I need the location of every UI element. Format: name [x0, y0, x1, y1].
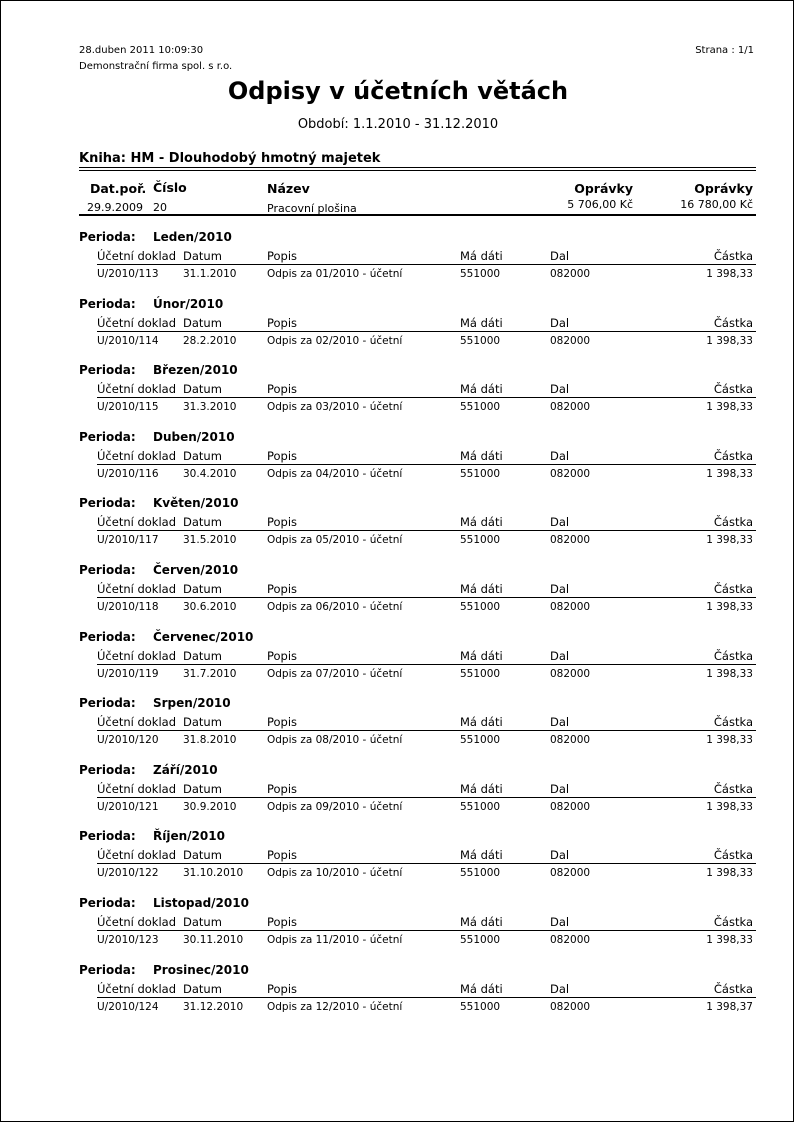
column-header-description: Popis — [267, 582, 298, 596]
entry-credit: 082000 — [550, 667, 591, 680]
column-header-credit: Dal — [550, 848, 570, 863]
column-header-description: Popis — [267, 915, 298, 929]
column-header-divider — [97, 397, 756, 398]
column-header-document: Účetní doklad — [97, 848, 177, 863]
entry-description: Odpis za 03/2010 - účetní — [267, 401, 403, 414]
column-header-credit: Dal — [550, 382, 570, 397]
column-header-document: Účetní doklad — [97, 382, 177, 397]
column-header-debit: Má dáti — [460, 315, 503, 330]
column-header-divider — [97, 331, 756, 332]
entry-credit: 082000 — [550, 534, 591, 547]
entry-debit: 551000 — [460, 734, 501, 747]
entry-date: 30.6.2010 — [183, 601, 237, 613]
asset-date: 29.9.2009 — [87, 201, 143, 214]
column-header-description: Popis — [267, 848, 298, 863]
column-header-divider — [97, 664, 756, 665]
entry-amount: 1 398,33 — [706, 467, 753, 480]
column-header-description: Popis — [267, 781, 298, 796]
column-header-debit: Má dáti — [460, 781, 503, 796]
column-header-document: Účetní doklad — [97, 648, 177, 663]
column-header-credit: Dal — [550, 648, 570, 663]
column-header-debit: Má dáti — [460, 515, 503, 530]
column-header-divider — [97, 530, 756, 531]
entry-amount: 1 398,33 — [706, 401, 753, 414]
period-name: Prosinec/2010 — [153, 962, 249, 977]
period-name: Únor/2010 — [153, 296, 224, 311]
period-name: Duben/2010 — [153, 429, 235, 444]
entry-debit: 551000 — [460, 601, 501, 613]
column-header-credit: Dal — [550, 515, 570, 530]
column-header-credit: Dal — [550, 781, 570, 796]
asset-header-depreciation-2: Oprávky — [694, 181, 753, 196]
entry-document: U/2010/122 — [97, 867, 159, 880]
column-header-amount: Částka — [713, 448, 753, 463]
asset-name: Pracovní plošina — [267, 202, 357, 215]
column-header-divider — [97, 464, 756, 465]
entry-date: 30.9.2010 — [183, 800, 237, 813]
entry-amount: 1 398,33 — [706, 867, 753, 880]
period-name: Březen/2010 — [153, 363, 238, 378]
period-label: Perioda: — [79, 962, 136, 977]
entry-amount: 1 398,33 — [706, 601, 753, 613]
entry-credit: 082000 — [550, 867, 591, 880]
entry-credit: 082000 — [550, 734, 591, 747]
book-divider-bottom — [79, 170, 756, 171]
column-header-debit: Má dáti — [460, 648, 503, 663]
entry-date: 28.2.2010 — [183, 334, 237, 347]
column-header-date: Datum — [183, 582, 222, 596]
column-header-debit: Má dáti — [460, 915, 503, 929]
asset-header-name: Název — [267, 181, 310, 196]
entry-debit: 551000 — [460, 1000, 501, 1013]
entry-date: 31.1.2010 — [183, 268, 237, 280]
entry-credit: 082000 — [550, 401, 591, 414]
column-header-credit: Dal — [550, 249, 570, 263]
column-header-credit: Dal — [550, 582, 570, 596]
entry-amount: 1 398,33 — [706, 734, 753, 747]
period-name: Září/2010 — [153, 762, 218, 777]
column-header-description: Popis — [267, 448, 298, 463]
period-name: Leden/2010 — [153, 230, 232, 244]
period-name: Květen/2010 — [153, 496, 239, 511]
entry-debit: 551000 — [460, 334, 501, 347]
period-name: Červenec/2010 — [153, 629, 254, 644]
column-header-debit: Má dáti — [460, 715, 503, 730]
entry-credit: 082000 — [550, 934, 591, 946]
column-header-divider — [97, 863, 756, 864]
column-header-amount: Částka — [713, 715, 753, 730]
asset-divider — [79, 214, 756, 216]
column-header-date: Datum — [183, 715, 222, 730]
column-header-date: Datum — [183, 648, 222, 663]
period-label: Perioda: — [79, 696, 136, 711]
column-header-date: Datum — [183, 382, 222, 397]
period-label: Perioda: — [79, 296, 136, 311]
column-header-amount: Částka — [713, 382, 753, 397]
asset-header-number: Číslo — [153, 180, 187, 195]
column-header-divider — [97, 264, 756, 265]
entry-credit: 082000 — [550, 601, 591, 613]
entry-credit: 082000 — [550, 268, 591, 280]
entry-description: Odpis za 02/2010 - účetní — [267, 334, 403, 347]
entry-debit: 551000 — [460, 934, 501, 946]
entry-description: Odpis za 04/2010 - účetní — [267, 467, 403, 480]
period-range: Období: 1.1.2010 - 31.12.2010 — [297, 117, 499, 132]
entry-description: Odpis za 11/2010 - účetní — [267, 934, 403, 946]
entry-description: Odpis za 09/2010 - účetní — [267, 800, 403, 813]
report-datetime: 28.duben 2011 10:09:30 — [79, 45, 204, 56]
column-header-divider — [97, 597, 756, 598]
column-header-amount: Částka — [713, 981, 753, 996]
entry-date: 31.5.2010 — [183, 534, 237, 547]
entry-credit: 082000 — [550, 334, 591, 347]
entry-description: Odpis za 01/2010 - účetní — [267, 268, 403, 280]
asset-header-depreciation-1: Oprávky — [574, 181, 633, 196]
column-header-divider — [97, 797, 756, 798]
column-header-debit: Má dáti — [460, 848, 503, 863]
column-header-divider — [97, 930, 756, 931]
column-header-debit: Má dáti — [460, 981, 503, 996]
entry-document: U/2010/119 — [97, 667, 159, 680]
column-header-date: Datum — [183, 781, 222, 796]
column-header-date: Datum — [183, 249, 222, 263]
entry-document: U/2010/117 — [97, 534, 159, 547]
period-label: Perioda: — [79, 230, 136, 244]
entry-description: Odpis za 08/2010 - účetní — [267, 734, 403, 747]
company-name: Demonstrační firma spol. s r.o. — [79, 61, 233, 72]
column-header-description: Popis — [267, 715, 298, 730]
column-header-document: Účetní doklad — [97, 781, 177, 796]
entry-date: 31.8.2010 — [183, 734, 237, 747]
entry-description: Odpis za 05/2010 - účetní — [267, 534, 403, 547]
column-header-description: Popis — [267, 249, 298, 263]
column-header-description: Popis — [267, 981, 298, 996]
column-header-description: Popis — [267, 382, 298, 397]
entry-debit: 551000 — [460, 268, 501, 280]
entry-debit: 551000 — [460, 667, 501, 680]
column-header-date: Datum — [183, 848, 222, 863]
column-header-amount: Částka — [713, 781, 753, 796]
entry-debit: 551000 — [460, 867, 501, 880]
column-header-document: Účetní doklad — [97, 981, 177, 996]
period-label: Perioda: — [79, 829, 136, 844]
entry-date: 31.12.2010 — [183, 1000, 244, 1013]
column-header-debit: Má dáti — [460, 448, 503, 463]
period-label: Perioda: — [79, 429, 136, 444]
column-header-amount: Částka — [713, 848, 753, 863]
period-name: Červen/2010 — [153, 563, 239, 577]
column-header-document: Účetní doklad — [97, 515, 177, 530]
period-label: Perioda: — [79, 762, 136, 777]
column-header-amount: Částka — [713, 915, 753, 929]
asset-header-date: Dat.poř. — [90, 181, 147, 196]
period-label: Perioda: — [79, 563, 136, 577]
entry-document: U/2010/116 — [97, 467, 159, 480]
entry-date: 30.11.2010 — [183, 934, 244, 946]
entry-debit: 551000 — [460, 800, 501, 813]
column-header-amount: Částka — [713, 648, 753, 663]
report-title: Odpisy v účetních větách — [227, 77, 569, 105]
column-header-document: Účetní doklad — [97, 249, 177, 263]
column-header-document: Účetní doklad — [97, 582, 177, 596]
column-header-document: Účetní doklad — [97, 448, 177, 463]
column-header-amount: Částka — [713, 515, 753, 530]
period-label: Perioda: — [79, 629, 136, 644]
period-label: Perioda: — [79, 896, 136, 910]
column-header-credit: Dal — [550, 981, 570, 996]
entry-amount: 1 398,33 — [706, 268, 753, 280]
entry-description: Odpis za 12/2010 - účetní — [267, 1000, 403, 1013]
column-header-date: Datum — [183, 981, 222, 996]
column-header-credit: Dal — [550, 315, 570, 330]
entry-document: U/2010/120 — [97, 734, 159, 747]
entry-date: 30.4.2010 — [183, 467, 237, 480]
entry-amount: 1 398,37 — [706, 1000, 753, 1013]
entry-document: U/2010/113 — [97, 268, 159, 280]
column-header-date: Datum — [183, 915, 222, 929]
entry-date: 31.3.2010 — [183, 401, 237, 414]
column-header-debit: Má dáti — [460, 382, 503, 397]
entry-description: Odpis za 07/2010 - účetní — [267, 667, 403, 680]
entry-document: U/2010/114 — [97, 334, 159, 347]
period-name: Srpen/2010 — [153, 696, 231, 711]
column-header-amount: Částka — [713, 582, 753, 596]
entry-amount: 1 398,33 — [706, 667, 753, 680]
period-label: Perioda: — [79, 363, 136, 378]
asset-number: 20 — [153, 201, 167, 214]
column-header-description: Popis — [267, 515, 298, 530]
entry-description: Odpis za 10/2010 - účetní — [267, 867, 403, 880]
entry-document: U/2010/118 — [97, 601, 159, 613]
entry-document: U/2010/123 — [97, 934, 159, 946]
entry-amount: 1 398,33 — [706, 334, 753, 347]
column-header-description: Popis — [267, 315, 298, 330]
column-header-date: Datum — [183, 315, 222, 330]
entry-amount: 1 398,33 — [706, 934, 753, 946]
period-name: Listopad/2010 — [153, 896, 249, 910]
column-header-debit: Má dáti — [460, 582, 503, 596]
period-name: Říjen/2010 — [153, 829, 225, 844]
book-name: Kniha: HM - Dlouhodobý hmotný majetek — [79, 151, 381, 166]
entry-debit: 551000 — [460, 467, 501, 480]
entry-credit: 082000 — [550, 800, 591, 813]
column-header-divider — [97, 997, 756, 998]
column-header-date: Datum — [183, 448, 222, 463]
column-header-date: Datum — [183, 515, 222, 530]
entry-document: U/2010/115 — [97, 401, 159, 414]
asset-depreciation-2: 16 780,00 Kč — [680, 198, 753, 211]
entry-description: Odpis za 06/2010 - účetní — [267, 601, 403, 613]
book-divider-top — [79, 167, 756, 168]
column-header-document: Účetní doklad — [97, 315, 177, 330]
entry-amount: 1 398,33 — [706, 800, 753, 813]
column-header-credit: Dal — [550, 715, 570, 730]
entry-document: U/2010/124 — [97, 1000, 159, 1013]
entry-credit: 082000 — [550, 1000, 591, 1013]
column-header-description: Popis — [267, 648, 298, 663]
entry-debit: 551000 — [460, 401, 501, 414]
column-header-credit: Dal — [550, 448, 570, 463]
entry-debit: 551000 — [460, 534, 501, 547]
column-header-debit: Má dáti — [460, 249, 503, 263]
entry-date: 31.7.2010 — [183, 667, 237, 680]
entry-date: 31.10.2010 — [183, 867, 244, 880]
column-header-divider — [97, 730, 756, 731]
column-header-amount: Částka — [713, 249, 753, 263]
column-header-credit: Dal — [550, 915, 570, 929]
column-header-document: Účetní doklad — [97, 715, 177, 730]
asset-depreciation-1: 5 706,00 Kč — [567, 198, 633, 211]
page-number: Strana : 1/1 — [695, 45, 754, 56]
column-header-document: Účetní doklad — [97, 915, 177, 929]
entry-amount: 1 398,33 — [706, 534, 753, 547]
entry-credit: 082000 — [550, 467, 591, 480]
entry-document: U/2010/121 — [97, 800, 159, 813]
column-header-amount: Částka — [713, 315, 753, 330]
period-label: Perioda: — [79, 496, 136, 511]
